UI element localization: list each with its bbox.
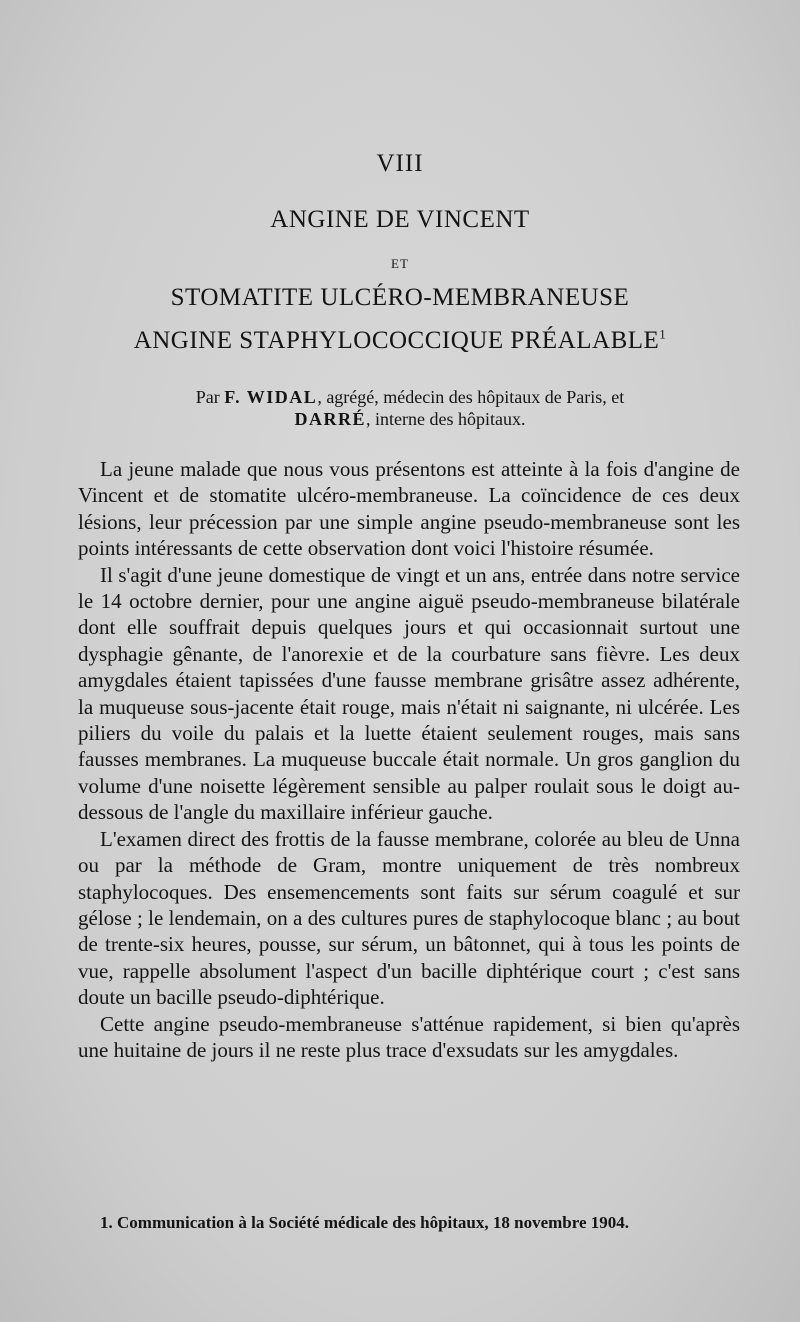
paragraph: Il s'agit d'une jeune domestique de vingt et un ans, entrée dans notre service le 14 octobre dernier, pour une angine aiguë pseudo-membraneuse bilatérale dont elle souffrait depuis quelques jours et qui occasionnait surtout une dysphagie gênante, de l'anorexie et de la courbature sans fièvre. Les deux amygdales étaient tapissées d'une fausse membrane grisâtre assez adhérente, la muqueuse sous-jacente était rouge, mais n'était ni saignante, ni ulcérée. Les piliers du voile du palais et la luette étaient seulement rouges, mais sans fausses membranes. La muqueuse buccale était normale. Un gros ganglion du volume d'une noisette légèrement sensible au palper roulait sous le doigt au-dessous de l'angle du maxillaire inférieur gauche. <box>78 562 740 825</box>
author-2-title: , interne des hôpitaux. <box>366 409 526 429</box>
title-footnote-marker: 1 <box>659 326 667 342</box>
footnote-text: Communication à la Société médicale des hôpitaux, 18 novembre 1904. <box>117 1213 630 1232</box>
paragraph: Cette angine pseudo-membraneuse s'atténue rapidement, si bien qu'après une huitaine de jours il ne reste plus trace d'exsudats sur les amygdales. <box>78 1011 740 1062</box>
author-credits <box>100 386 720 430</box>
author-1-title: , agrégé, médecin des hôpitaux de Paris, et <box>317 387 625 407</box>
paragraph: L'examen direct des frottis de la fausse membrane, colorée au bleu de Unna ou par la méthode de Gram, montre uniquement de très nombreux staphylocoques. Des ensemencements sont faits sur sérum coagulé et sur gélose ; le lendemain, on a des cultures pures de staphylocoque blanc ; au bout de trente-six heures, pousse, sur sérum, un bâtonnet, qui à tous les points de vue, rappelle absolument l'aspect d'un bacille diphtérique court ; c'est sans doute un bacille pseudo-diphtérique. <box>78 826 740 1010</box>
footnote <box>100 1212 750 1234</box>
title-line-3-text: ANGINE STAPHYLOCOCCIQUE PRÉALABLE <box>133 327 660 354</box>
author-by: Par <box>195 387 220 407</box>
author-2-name: DARRÉ <box>294 409 367 429</box>
body-text <box>78 456 740 1063</box>
title-conjunction: ET <box>391 256 409 271</box>
title-line-2: STOMATITE ULCÉRO-MEMBRANEUSE <box>170 284 630 311</box>
paragraph: La jeune malade que nous vous présentons est atteinte à la fois d'angine de Vincent et de stomatite ulcéro-membraneuse. La coïncidence de ces deux lésions, leur précession par une simple angine pseudo-membraneuse sont les points intéressants de cette observation dont voici l'histoire résumée. <box>78 457 740 561</box>
title-line-1: ANGINE DE VINCENT <box>270 206 530 233</box>
footnote-number: 1. <box>100 1213 113 1232</box>
author-1-name: F. WIDAL <box>224 387 318 407</box>
chapter-number: VIII <box>376 150 424 177</box>
title-line-3 <box>0 327 800 355</box>
